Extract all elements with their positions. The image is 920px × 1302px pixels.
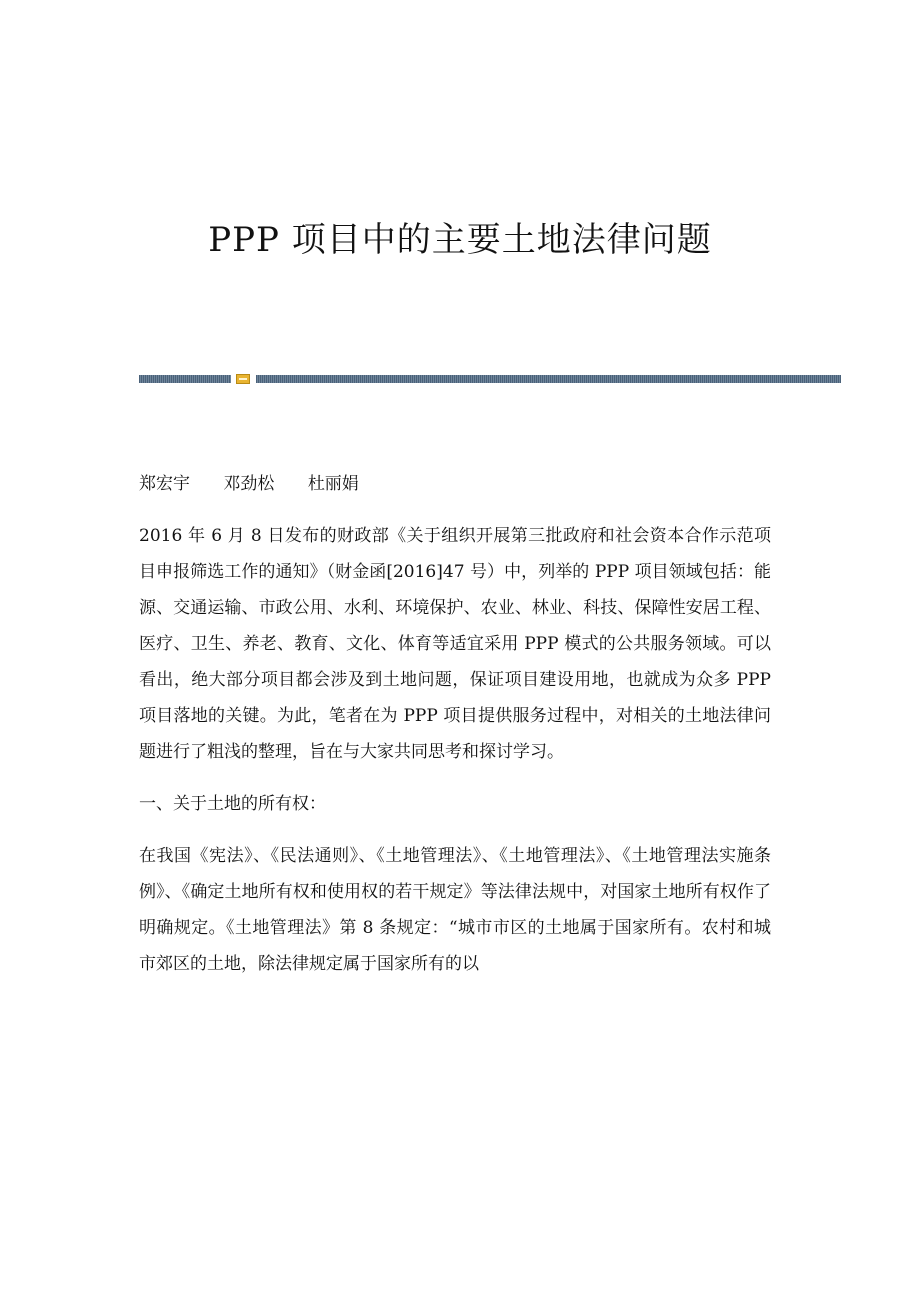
document-title: PPP 项目中的主要土地法律问题 bbox=[208, 220, 712, 260]
section-heading: 一、关于土地的所有权： bbox=[139, 794, 326, 814]
author-name: 郑宏宇 bbox=[139, 474, 190, 494]
document-body bbox=[139, 466, 771, 998]
author-name: 邓劲松 bbox=[223, 474, 275, 494]
author-line bbox=[139, 466, 771, 502]
divider-emblem-icon bbox=[236, 374, 250, 384]
author-name: 杜丽娟 bbox=[307, 474, 359, 494]
title-divider bbox=[139, 374, 841, 384]
divider-bar-right bbox=[256, 375, 841, 383]
body-paragraph: 在我国《宪法》、《民法通则》、《土地管理法》、《土地管理法》、《土地管理法实施条例》、《确定土地所有权和使用权的若干规定》等法律法规中，对国家土地所有权作了明确规定。《土地管理法》第 8 条规定：“城市市区的土地属于国家所有。农村和城市郊区的土地，除法律规定属于国家所有的以 bbox=[139, 846, 771, 974]
intro-paragraph: 2016 年 6 月 8 日发布的财政部《关于组织开展第三批政府和社会资本合作示范项目申报筛选工作的通知》（财金函[2016]47 号）中，列举的 PPP 项目领域包括：能源、交通运输、市政公用、水利、环境保护、农业、林业、科技、保障性安居工程、医疗、卫生、养老、教育、文化、体育等适宜采用 PPP 模式的公共服务领域。可以看出，绝大部分项目都会涉及到土地问题，保证项目建设用地，也就成为众多 PPP 项目落地的关键。为此，笔者在为 PPP 项目提供服务过程中，对相关的土地法律问题进行了粗浅的整理，旨在与大家共同思考和探讨学习。 bbox=[139, 526, 771, 762]
divider-bar-left bbox=[139, 375, 231, 383]
